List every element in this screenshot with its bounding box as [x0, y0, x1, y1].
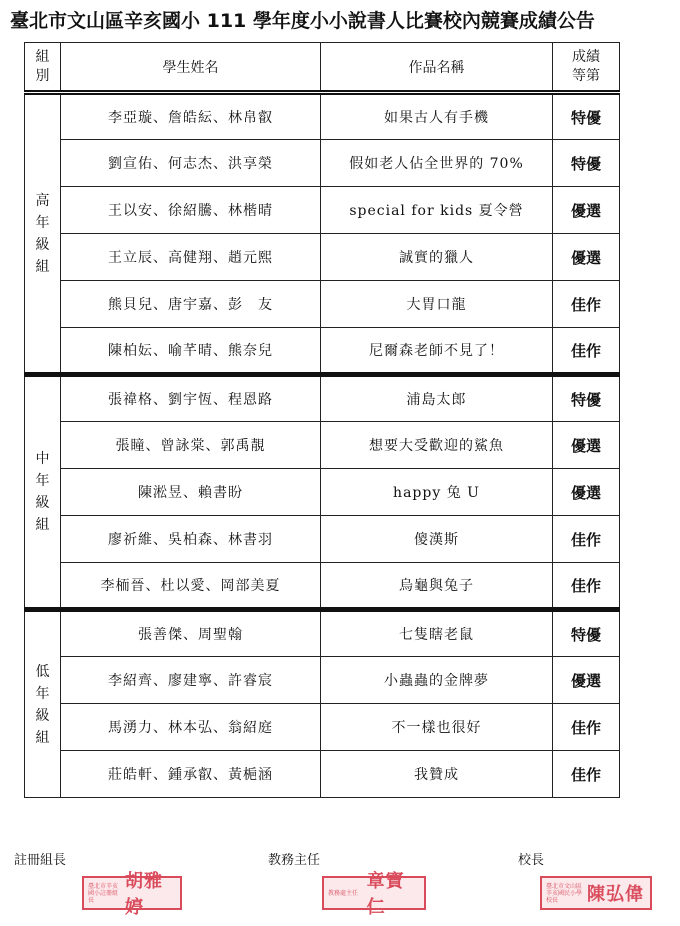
student-names: 陳淞昱、賴書盼 [61, 469, 321, 516]
table-row [25, 751, 620, 798]
table-row [25, 234, 620, 281]
results-table [24, 42, 620, 798]
student-names: 李紹齊、廖建寧、許睿宸 [61, 657, 321, 704]
rank: 特優 [553, 93, 620, 140]
rank: 佳作 [553, 516, 620, 563]
student-names: 王立辰、高健翔、趙元熙 [61, 234, 321, 281]
student-names: 李栭晉、杜以愛、岡部美夏 [61, 563, 321, 610]
rank: 特優 [553, 610, 620, 657]
student-names: 劉宣佑、何志杰、洪享榮 [61, 140, 321, 187]
work-title: 如果古人有手機 [321, 93, 553, 140]
work-title: 不一樣也很好 [321, 704, 553, 751]
table-row [25, 328, 620, 375]
work-title: 浦島太郎 [321, 375, 553, 422]
work-title: special for kids 夏令營 [321, 187, 553, 234]
table-row [25, 610, 620, 657]
results-body [25, 93, 620, 798]
table-row [25, 563, 620, 610]
signature-label-academic-director: 教務主任 [268, 853, 321, 868]
group-label: 高 年 級 組 [25, 93, 61, 375]
table-row [25, 704, 620, 751]
work-title: happy 兔 U [321, 469, 553, 516]
student-names: 張瞳、曾詠棠、郭禹靚 [61, 422, 321, 469]
student-names: 莊皓軒、鍾承叡、黃梔涵 [61, 751, 321, 798]
rank: 優選 [553, 469, 620, 516]
table-row [25, 657, 620, 704]
student-names: 陳柏妘、喻芊晴、熊奈兒 [61, 328, 321, 375]
rank: 佳作 [553, 704, 620, 751]
student-names: 張善傑、周聖翰 [61, 610, 321, 657]
rank: 優選 [553, 657, 620, 704]
rank: 佳作 [553, 281, 620, 328]
signature-label-principal: 校長 [518, 853, 545, 868]
work-title: 假如老人佔全世界的 70% [321, 140, 553, 187]
work-title: 誠實的獵人 [321, 234, 553, 281]
header-group: 組 別 [25, 43, 61, 93]
rank: 佳作 [553, 563, 620, 610]
work-title: 尼爾森老師不見了！ [321, 328, 553, 375]
student-names: 李亞璇、詹皓紜、林帛叡 [61, 93, 321, 140]
signature-label-registrar: 註冊組長 [14, 853, 67, 868]
stamp-academic-director: 教務處主任 章寶仁 [322, 876, 426, 910]
rank: 特優 [553, 375, 620, 422]
work-title: 七隻瞎老鼠 [321, 610, 553, 657]
table-row [25, 187, 620, 234]
stamp-registrar: 臺北市辛亥國小註冊組長 胡雅婷 [82, 876, 182, 910]
rank: 特優 [553, 140, 620, 187]
table-row [25, 422, 620, 469]
table-row [25, 140, 620, 187]
rank: 佳作 [553, 751, 620, 798]
rank: 優選 [553, 187, 620, 234]
page-title: 臺北市文山區辛亥國小 111 學年度小小說書人比賽校內競賽成績公告 [10, 10, 595, 32]
student-names: 張禕格、劉宇恆、程恩路 [61, 375, 321, 422]
student-names: 馬湧力、林本弘、翁紹庭 [61, 704, 321, 751]
table-row [25, 469, 620, 516]
student-names: 廖祈維、吳柏森、林書羽 [61, 516, 321, 563]
table-row [25, 281, 620, 328]
work-title: 想要大受歡迎的鯊魚 [321, 422, 553, 469]
work-title: 烏龜與兔子 [321, 563, 553, 610]
group-label: 低 年 級 組 [25, 610, 61, 798]
header-work: 作品名稱 [321, 43, 553, 93]
header-rank: 成績 等第 [553, 43, 620, 93]
stamp-principal: 臺北市文山區辛亥國民小學校長 陳弘偉 [540, 876, 652, 910]
table-row [25, 516, 620, 563]
work-title: 我贊成 [321, 751, 553, 798]
header-row [25, 43, 620, 93]
header-names: 學生姓名 [61, 43, 321, 93]
rank: 佳作 [553, 328, 620, 375]
rank: 優選 [553, 234, 620, 281]
work-title: 小蟲蟲的金牌夢 [321, 657, 553, 704]
work-title: 大胃口龍 [321, 281, 553, 328]
table-row [25, 93, 620, 140]
student-names: 熊貝兒、唐宇嘉、彭 友 [61, 281, 321, 328]
table-row [25, 375, 620, 422]
student-names: 王以安、徐紹騰、林楷晴 [61, 187, 321, 234]
group-label: 中 年 級 組 [25, 375, 61, 610]
rank: 優選 [553, 422, 620, 469]
work-title: 傻漢斯 [321, 516, 553, 563]
